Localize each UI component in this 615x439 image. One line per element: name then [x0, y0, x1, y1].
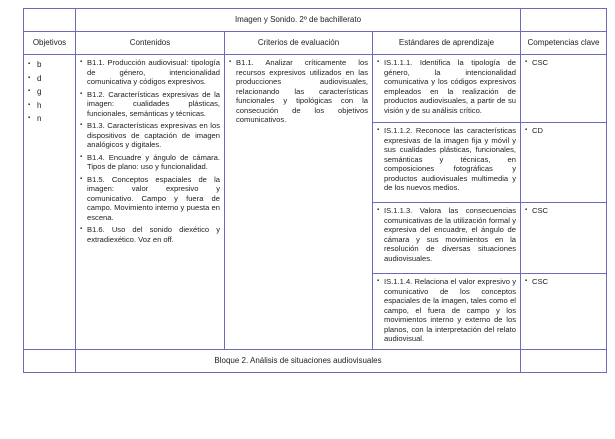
bullet-icon: ▪ — [229, 59, 232, 65]
list-item — [525, 126, 602, 136]
list-item — [80, 153, 220, 172]
competencia-cell — [521, 55, 607, 123]
estandar-text: IS.1.1.1. Identifica la tipología de género, la intencionalidad comunicativa y los códigos expresivos empleados en la realización de productos audiovisuales, a partir de su visión y de su análisis crítico. — [384, 58, 516, 115]
list-item — [28, 112, 71, 126]
competencia-value: CD — [532, 126, 543, 135]
bullet-icon: ▪ — [377, 278, 380, 284]
title-row — [24, 9, 607, 32]
bullet-icon: ▪ — [525, 207, 528, 213]
list-item — [525, 277, 602, 287]
list-item — [377, 206, 516, 263]
header-objetivos: Objetivos — [24, 32, 76, 55]
estandar-text: IS.1.1.4. Relaciona el valor expresivo y comunicativo de los conceptos espaciales de la imagen, tales como el campo, el fuera de campo y los movimientos interno y externo de los planos, con la interpretación del relato audiovisual. — [384, 277, 516, 343]
bullet-icon: ▪ — [80, 153, 83, 160]
list-item — [80, 175, 220, 223]
list-item — [377, 58, 516, 115]
list-item — [80, 90, 220, 119]
footer-spacer-cell-right — [521, 350, 607, 373]
list-item — [229, 58, 368, 125]
list-item — [28, 99, 71, 113]
estandar-text: IS.1.1.2. Reconoce las características expresivas de la imagen fija y móvil y sus cualidades plásticas, funcionales, semánticas y técnicas, en composiciones fotográficas y productos audiovisuales multimedia y de los nuevos medios. — [384, 126, 516, 192]
competencia-cell — [521, 274, 607, 350]
bullet-icon: ▪ — [28, 74, 31, 81]
estandar-cell — [373, 274, 521, 350]
competencia-value: CSC — [532, 206, 549, 215]
bullet-icon: ▪ — [28, 101, 31, 108]
objetivo-value: n — [37, 114, 42, 123]
table-title: Imagen y Sonido. 2º de bachillerato — [76, 9, 521, 32]
list-item — [525, 206, 602, 216]
bullet-icon: ▪ — [377, 59, 380, 65]
contenido-text: B1.6. Uso del sonido diexético y extradiexético. Voz en off. — [87, 225, 220, 244]
criterio-text: B1.1. Analizar críticamente los recursos expresivos utilizados en las producciones audiovisuales, relacionando las características funcionales y tipológicas con la consecución de los objetivos comunicativos. — [236, 58, 368, 124]
objetivos-cell — [24, 55, 76, 350]
contenido-text: B1.2. Características expresivas de la imagen: cualidades plásticas, funcionales, semánticas y técnicas. — [87, 89, 220, 118]
list-item — [377, 126, 516, 193]
footer-row — [24, 350, 607, 373]
contenido-text: B1.3. Características expresivas en los dispositivos de captación de imagen analógicos y digitales. — [87, 121, 220, 149]
contenido-text: B1.4. Encuadre y ángulo de cámara. Tipos de plano: uso y funcionalidad. — [87, 152, 220, 171]
bullet-icon: ▪ — [28, 61, 31, 67]
list-item — [28, 85, 71, 99]
curriculum-table — [23, 8, 607, 373]
header-competencias: Competencias clave — [521, 32, 607, 55]
bullet-icon: ▪ — [377, 127, 380, 133]
list-item — [80, 225, 220, 244]
objetivo-value: d — [37, 73, 42, 83]
table-row — [24, 55, 607, 123]
block-title: Bloque 2. Análisis de situaciones audiovisuales — [76, 350, 521, 373]
competencia-cell — [521, 123, 607, 203]
bullet-icon: ▪ — [525, 59, 528, 65]
estandar-text: IS.1.1.3. Valora las consecuencias comunicativas de la utilización formal y expresiva del encuadre, el ángulo de cámara y sus movimientos en la resolución de diversas situaciones audiovisuales. — [384, 206, 516, 263]
contenido-text: B1.1. Producción audiovisual: tipología de género, intencionalidad comunicativa y códigos expresivos. — [87, 58, 220, 86]
list-item — [525, 58, 602, 68]
list-item — [377, 277, 516, 344]
bullet-icon: ▪ — [80, 90, 83, 97]
header-contenidos: Contenidos — [76, 32, 225, 55]
estandar-cell — [373, 55, 521, 123]
header-criterios: Criterios de evaluación — [225, 32, 373, 55]
title-spacer-cell — [24, 9, 76, 32]
header-estandares: Estándares de aprendizaje — [373, 32, 521, 55]
estandar-cell — [373, 123, 521, 203]
competencia-value: CSC — [532, 277, 549, 286]
bullet-icon: ▪ — [80, 122, 83, 128]
bullet-icon: ▪ — [525, 278, 528, 284]
bullet-icon: ▪ — [80, 175, 83, 182]
list-item — [80, 121, 220, 150]
bullet-icon: ▪ — [80, 226, 83, 232]
competencia-value: CSC — [532, 58, 549, 67]
bullet-icon: ▪ — [28, 115, 31, 121]
bullet-icon: ▪ — [525, 127, 528, 133]
objetivo-value: g — [37, 87, 42, 96]
objetivo-value: b — [37, 60, 42, 69]
header-row — [24, 32, 607, 55]
footer-spacer-cell — [24, 350, 76, 373]
bullet-icon: ▪ — [377, 207, 380, 213]
competencia-cell — [521, 203, 607, 274]
criterios-cell — [225, 55, 373, 350]
estandar-cell — [373, 203, 521, 274]
objetivo-value: h — [37, 100, 42, 110]
list-item — [80, 58, 220, 87]
contenidos-cell — [76, 55, 225, 350]
list-item — [28, 58, 71, 72]
title-spacer-cell-right — [521, 9, 607, 32]
contenido-text: B1.5. Conceptos espaciales de la imagen: valor expresivo y comunicativo. Campo y fuera de campo. Movimiento interno y puesta en escena. — [87, 174, 220, 222]
list-item — [28, 72, 71, 86]
bullet-icon: ▪ — [80, 59, 83, 65]
bullet-icon: ▪ — [28, 88, 31, 94]
